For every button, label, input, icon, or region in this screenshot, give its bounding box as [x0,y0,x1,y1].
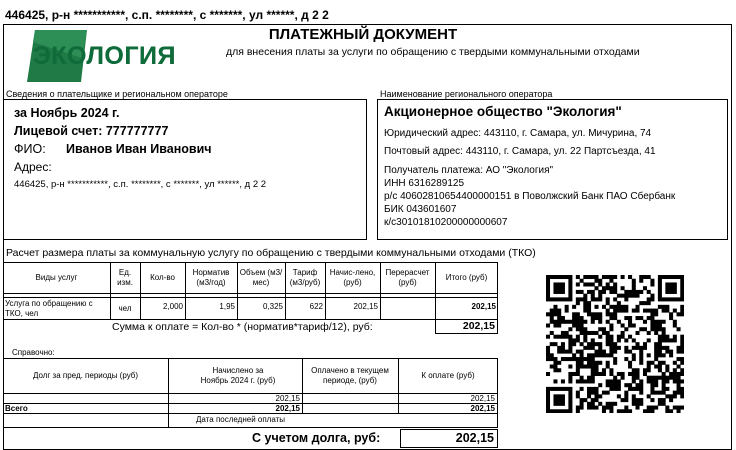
col-header-charged: Начис-лено, (руб) [329,268,376,287]
operator-legal-address: Юридический адрес: 443110, г. Самара, ул. Мичурина, 74 [384,128,652,139]
row-charged: 202,15 [353,302,378,311]
logo-text: ЭКОЛОГИЯ [33,42,176,70]
qr-code [546,275,684,413]
document-subtitle: для внесения платы за услуги по обращению с твердыми коммунальными отходами [226,46,640,58]
operator-corr-account: к/с30101810200000000607 [384,217,508,228]
operator-bik: БИК 043601607 [384,204,457,215]
ref-total-label: Всего [5,404,28,413]
ref-header-debt: Долг за пред. периоды (руб) [32,370,139,380]
col-header-norm: Норматив (м3/год) [192,268,230,287]
row-unit: чел [118,303,132,313]
col-header-quantity: Кол-во [150,272,175,282]
row-service-name: Услуга по обращению с ТКО, чел [5,299,93,318]
ref-total-charged: 202,15 [275,404,300,413]
operator-name: Акционерное общество "Экология" [384,104,622,119]
ref-row-charged: 202,15 [275,394,300,403]
ref-header-paid: Оплачено в текущем периоде, (руб) [311,366,389,385]
sum-value: 202,15 [462,320,495,332]
reference-label: Справочно: [12,348,55,357]
fio-label: ФИО: [14,142,46,156]
row-norm: 1,95 [219,302,235,311]
grand-total-value: 202,15 [455,431,494,445]
col-header-recalc: Перерасчет (руб) [385,268,430,287]
last-payment-label: Дата последней оплаты [196,415,286,424]
address-label: Адрес: [14,160,52,174]
ref-header-charged: Начислено за Ноябрь 2024 г. (руб) [200,366,276,385]
operator-postal-address: Почтовый адрес: 443110, г. Самара, ул. 22 Партсъезда, 41 [384,146,656,157]
company-logo [25,28,205,86]
sum-label: Сумма к оплате = Кол-во * (норматив*тариф/12), руб: [112,321,373,333]
operator-section-label: Наименование регионального оператора [380,89,553,99]
row-total: 202,15 [471,302,496,311]
operator-recipient: Получатель платежа: АО "Экология" [384,165,554,176]
document-title: ПЛАТЕЖНЫЙ ДОКУМЕНТ [268,26,458,43]
row-volume: 0,325 [262,302,283,311]
ref-header-to-pay: К оплате (руб) [421,370,475,380]
operator-bank-account: р/с 40602810654400000151 в Поволжский Банк ПАО Сбербанк [384,191,676,202]
row-quantity: 2,000 [162,302,183,311]
row-tariff: 622 [309,302,323,311]
address-value: 446425, р-н ***********, с.п. ********, с *******, ул ******, д 2 2 [14,179,267,190]
grand-total-label: С учетом долга, руб: [252,431,381,445]
payer-box [3,99,367,240]
col-header-total: Итого (руб) [445,272,488,282]
calc-title: Расчет размера платы за коммунальную услугу по обращению с твердыми коммунальными отходами (ТКО) [6,247,536,259]
payer-section-label: Сведения о плательщике и региональном операторе [6,89,228,99]
header-address: 446425, р-н ***********, с.п. ********, с *******, ул ******, д 2 2 [5,8,329,22]
col-header-unit: Ед. изм. [117,268,133,287]
col-header-tariff: Тариф (м3/руб) [289,268,321,287]
col-header-service: Виды услуг [35,272,78,282]
ref-row-to-pay: 202,15 [470,394,495,403]
fio-value: Иванов Иван Иванович [66,142,212,156]
ref-total-to-pay: 202,15 [470,404,495,413]
operator-inn: ИНН 6316289125 [384,178,465,189]
col-header-volume: Объем (м3/мес) [239,268,283,287]
billing-period: за Ноябрь 2024 г. [14,106,120,120]
account-number: Лицевой счет: 777777777 [14,124,169,138]
